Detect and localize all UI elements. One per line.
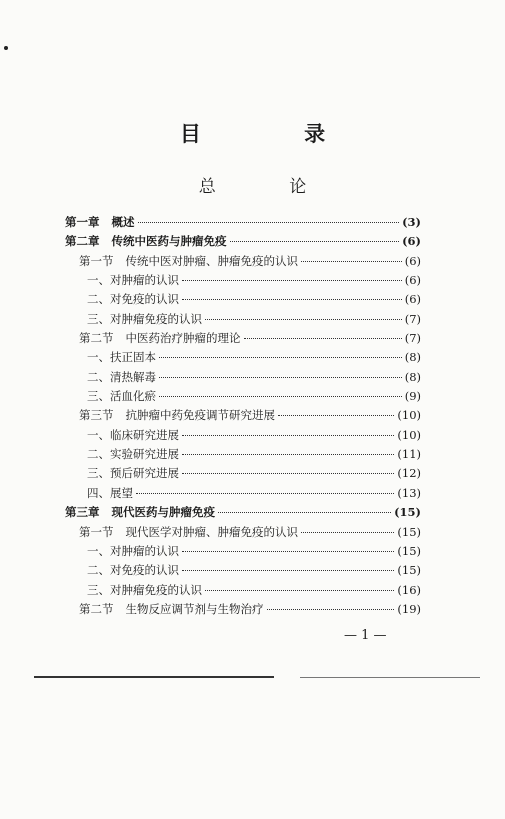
toc-leader-dots [218,511,391,513]
toc-entry-page: (11) [397,447,421,462]
toc-entry [65,427,421,446]
toc-leader-dots [244,337,402,339]
toc-entry-number: 第三章 [65,505,100,520]
toc-leader-dots [267,608,395,610]
toc-entry-page: (15) [397,563,421,578]
toc-entry-text: 对肿瘤的认识 [110,543,179,558]
toc-entry-page: (10) [397,427,421,442]
toc-entry-label [87,562,179,578]
toc-entry-text: 现代医药与肿瘤免疫 [111,505,215,520]
toc-entry-text: 展望 [110,485,133,500]
toc-leader-dots [301,260,402,262]
toc-entry-text: 对肿瘤免疫的认识 [110,311,202,326]
toc-entry-label [87,272,179,288]
page-number: — 1 — [344,628,387,643]
table-of-contents [65,214,421,620]
toc-entry-number: 第二章 [65,234,100,249]
toc-entry-number: 第一节 [79,253,114,268]
toc-entry-label [79,601,264,617]
toc-entry-number: 二、 [87,369,110,384]
toc-entry-text: 活血化瘀 [110,389,156,404]
toc-entry-number: 第一章 [65,215,100,229]
toc-entry-page: (15) [397,524,421,539]
toc-entry-label [65,504,215,520]
toc-leader-dots [136,492,394,494]
toc-entry-page: (7) [404,311,421,326]
toc-entry-text: 对肿瘤的认识 [110,273,179,288]
toc-entry [65,465,421,484]
toc-leader-dots [182,550,394,552]
scan-line [34,676,274,678]
toc-entry-text: 清热解毒 [110,369,156,384]
toc-entry-page: (7) [404,331,421,346]
toc-entry-number: 第二节 [79,601,114,616]
toc-entry-number: 三、 [87,466,110,481]
toc-entry [65,330,421,349]
toc-leader-dots [205,589,394,591]
page-title: 目 录 [179,121,374,146]
toc-entry-label [87,446,179,462]
toc-entry-number: 二、 [87,563,110,578]
toc-entry-text: 对肿瘤免疫的认识 [110,582,202,597]
toc-entry-page: (19) [397,601,421,616]
toc-entry-number: 三、 [87,582,110,597]
toc-entry-label [87,388,156,404]
toc-leader-dots [182,298,402,300]
toc-entry-number: 二、 [87,292,110,307]
toc-entry-page: (15) [394,505,421,520]
toc-entry-page: (6) [404,253,421,268]
toc-entry-text: 预后研究进展 [110,466,179,481]
toc-entry [65,233,421,252]
toc-entry-label [65,233,227,249]
toc-entry-page: (15) [397,543,421,558]
toc-leader-dots [182,434,394,436]
toc-entry-page: (10) [397,408,421,423]
toc-entry [65,524,421,543]
toc-entry-text: 临床研究进展 [110,427,179,442]
toc-entry-text: 传统中医对肿瘤、肿瘤免疫的认识 [125,253,298,268]
toc-entry-text: 实验研究进展 [110,447,179,462]
toc-entry-label [79,524,298,540]
toc-entry-text: 概述 [111,215,135,229]
toc-leader-dots [182,279,402,281]
toc-entry [65,485,421,504]
toc-entry-page: (13) [397,485,421,500]
toc-leader-dots [138,221,400,223]
toc-entry-label [79,253,298,269]
toc-entry-label [87,311,202,327]
toc-entry-page: (16) [397,582,421,597]
toc-leader-dots [182,569,394,571]
toc-entry-label [87,543,179,559]
toc-entry-label [79,407,275,423]
toc-leader-dots [159,356,402,358]
toc-entry-number: 一、 [87,350,110,365]
toc-entry-label [87,349,156,365]
section-subtitle: 总 论 [198,177,341,197]
toc-entry-label [87,369,156,385]
scan-speck [4,46,8,50]
toc-entry-text: 传统中医药与肿瘤免疫 [111,234,227,249]
toc-entry-page: (12) [397,466,421,481]
toc-entry-number: 三、 [87,311,110,326]
toc-entry [65,543,421,562]
toc-entry-label [87,485,133,501]
toc-entry-number: 一、 [87,273,110,288]
toc-entry-text: 对免疫的认识 [110,563,179,578]
toc-entry-text: 对免疫的认识 [110,292,179,307]
toc-entry-number: 三、 [87,389,110,404]
toc-entry-number: 第三节 [79,408,114,423]
toc-entry-page: (3) [402,215,421,229]
toc-leader-dots [159,395,402,397]
toc-entry [65,582,421,601]
toc-entry [65,214,421,233]
toc-entry-text: 抗肿瘤中药免疫调节研究进展 [125,408,275,423]
toc-entry-text: 现代医学对肿瘤、肿瘤免疫的认识 [125,524,298,539]
toc-entry [65,446,421,465]
scan-line [300,677,480,678]
toc-entry [65,601,421,620]
toc-leader-dots [278,414,394,416]
toc-entry-number: 四、 [87,485,110,500]
toc-entry [65,369,421,388]
toc-entry-page: (9) [404,389,421,404]
toc-entry [65,311,421,330]
toc-entry-page: (6) [402,234,421,249]
toc-leader-dots [182,472,394,474]
toc-entry-number: 第二节 [79,331,114,346]
toc-entry-number: 第一节 [79,524,114,539]
toc-entry-label [87,427,179,443]
toc-entry-page: (6) [404,273,421,288]
toc-entry-number: 二、 [87,447,110,462]
toc-entry-label [87,582,202,598]
toc-entry [65,272,421,291]
toc-entry [65,253,421,272]
toc-entry [65,291,421,310]
toc-entry-number: 一、 [87,543,110,558]
toc-leader-dots [182,453,394,455]
toc-entry [65,349,421,368]
toc-entry-text: 中医药治疗肿瘤的理论 [125,331,241,346]
toc-leader-dots [205,318,402,320]
toc-entry [65,388,421,407]
toc-leader-dots [301,531,394,533]
toc-entry-number: 一、 [87,427,110,442]
toc-entry-page: (8) [404,350,421,365]
toc-entry [65,562,421,581]
toc-entry-label [65,214,135,230]
toc-entry [65,504,421,523]
toc-entry [65,407,421,426]
toc-leader-dots [159,376,402,378]
toc-entry-page: (6) [404,292,421,307]
toc-entry-page: (8) [404,369,421,384]
toc-entry-label [87,291,179,307]
toc-entry-label [79,330,241,346]
toc-entry-label [87,465,179,481]
toc-entry-text: 扶正固本 [110,350,156,365]
toc-leader-dots [230,240,400,242]
toc-entry-text: 生物反应调节剂与生物治疗 [125,601,264,616]
